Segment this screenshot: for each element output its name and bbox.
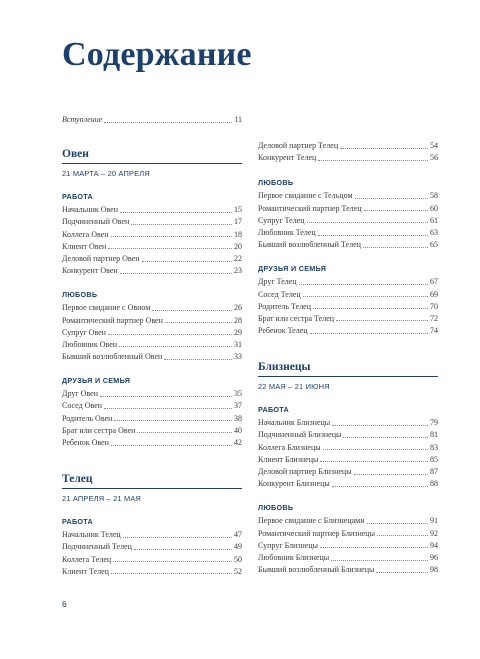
toc-entry-page: 87: [430, 467, 438, 476]
subsection-heading: ДРУЗЬЯ И СЕМЬЯ: [258, 264, 327, 274]
leader-dots: [111, 445, 232, 446]
toc-entry-label: Ребенок Телец: [258, 326, 308, 336]
leader-dots: [137, 432, 232, 433]
toc-entry-page: 50: [234, 554, 242, 564]
toc-entry-page: 72: [430, 313, 438, 323]
toc-entry-label: Коллега Овен: [62, 229, 109, 239]
toc-entry-label: Бывший возлюбленный Овен: [62, 352, 163, 362]
toc-entry-label: Деловой партнер Овен: [62, 253, 140, 263]
toc-entry[interactable]: [62, 253, 242, 265]
subsection-heading: ЛЮБОВЬ: [258, 503, 294, 513]
toc-entry[interactable]: [62, 241, 242, 253]
leader-dots: [131, 224, 232, 225]
toc-entry[interactable]: [258, 203, 438, 215]
toc-entry[interactable]: [62, 315, 242, 327]
toc-entry[interactable]: [258, 215, 438, 227]
toc-entry-page: 18: [234, 229, 242, 239]
toc-entry-page: 61: [430, 215, 438, 225]
toc-entry-label: Клиент Телец: [62, 566, 109, 576]
toc-entry-intro[interactable]: [62, 114, 242, 126]
toc-entry[interactable]: [258, 540, 438, 552]
toc-entry-page: 22: [234, 253, 242, 263]
leader-dots: [104, 408, 232, 409]
toc-entry-label: Первое свидание с Близнецами: [258, 516, 365, 526]
leader-dots: [120, 273, 232, 274]
toc-entry[interactable]: [258, 454, 438, 466]
toc-entry[interactable]: [258, 152, 438, 164]
toc-entry[interactable]: [62, 351, 242, 363]
toc-entry-label: Деловой партнер Телец: [258, 141, 339, 150]
section-title-oven: Овен: [62, 148, 242, 164]
toc-entry-page: 17: [234, 217, 242, 227]
leader-dots: [310, 333, 428, 334]
toc-entry-label: Конкурент Близнецы: [258, 479, 330, 489]
toc-entry-label: Клиент Близнецы: [258, 454, 319, 464]
subsection-heading: РАБОТА: [62, 517, 94, 527]
toc-entry[interactable]: [258, 313, 438, 325]
toc-entry-label: Супруг Овен: [62, 327, 106, 337]
toc-entry-page: 31: [234, 339, 242, 349]
toc-entry-page: 47: [234, 530, 242, 540]
toc-entry-label: Начальник Телец: [62, 530, 121, 540]
toc-entry-page: 70: [430, 301, 438, 311]
toc-entry[interactable]: [258, 528, 438, 540]
leader-dots: [119, 346, 232, 347]
toc-entry[interactable]: [62, 437, 242, 449]
leader-dots: [364, 210, 429, 211]
toc-entry-label: Друг Овен: [62, 389, 98, 399]
toc-entry-page: 35: [234, 389, 242, 399]
toc-entry-page: 15: [234, 205, 242, 215]
toc-entry-label: Подчиненный Телец: [62, 542, 132, 552]
toc-entry[interactable]: [62, 425, 242, 437]
leader-dots: [376, 572, 428, 573]
toc-entry-page: 96: [430, 552, 438, 562]
leader-dots: [134, 549, 232, 550]
toc-entry[interactable]: [62, 554, 242, 566]
toc-entry-label: Вступление: [62, 115, 103, 124]
toc-entry-page: 74: [430, 326, 438, 336]
leader-dots: [111, 573, 232, 574]
toc-entry-label: Брат или сестра Овен: [62, 425, 136, 435]
toc-entry[interactable]: [258, 442, 438, 454]
toc-entry[interactable]: [258, 429, 438, 441]
toc-entry[interactable]: [62, 216, 242, 228]
toc-entry-label: Любовник Телец: [258, 227, 316, 237]
leader-dots: [142, 261, 233, 262]
leader-dots: [152, 310, 232, 311]
toc-entry-label: Романтический партнер Овен: [62, 315, 163, 325]
leader-dots: [332, 486, 428, 487]
toc-entry[interactable]: [62, 327, 242, 339]
toc-entry-label: Супруг Близнецы: [258, 540, 319, 550]
toc-entry[interactable]: [258, 289, 438, 301]
toc-entry-page: 23: [234, 266, 242, 276]
leader-dots: [108, 334, 232, 335]
toc-entry-page: 81: [430, 430, 438, 440]
leader-dots: [165, 322, 232, 323]
toc-entry-label: Первое свидание с Тельцом: [258, 191, 353, 201]
leader-dots: [336, 320, 428, 321]
leader-dots: [164, 359, 232, 360]
toc-entry-page: 56: [430, 153, 438, 163]
toc-entry-page: 29: [234, 327, 242, 337]
leader-dots: [303, 296, 428, 297]
toc-entry[interactable]: [258, 227, 438, 239]
toc-entry-page: 91: [430, 516, 438, 526]
toc-entry-label: Подчиненный Близнецы: [258, 430, 342, 440]
toc-entry-page: 11: [234, 115, 242, 124]
toc-entry-page: 26: [234, 303, 242, 313]
toc-entry-label: Первое свидание с Овном: [62, 303, 151, 313]
toc-entry[interactable]: [62, 302, 242, 314]
leader-dots: [100, 396, 232, 397]
leader-dots: [343, 437, 428, 438]
toc-right-column: [258, 140, 438, 576]
toc-entry-label: Любовник Овен: [62, 339, 118, 349]
subsection-heading: ЛЮБОВЬ: [258, 178, 294, 188]
toc-entry-label: Начальник Овен: [62, 205, 119, 215]
toc-entry[interactable]: [62, 388, 242, 400]
toc-entry[interactable]: [258, 564, 438, 576]
toc-entry-page: 92: [430, 528, 438, 538]
leader-dots: [120, 212, 232, 213]
leader-dots: [299, 284, 428, 285]
toc-entry[interactable]: [62, 204, 242, 216]
toc-entry-label: Друг Телец: [258, 277, 297, 287]
subsection-telec-family: [258, 264, 438, 337]
toc-entry[interactable]: [62, 566, 242, 578]
toc-entry[interactable]: [258, 478, 438, 490]
subsection-heading: ЛЮБОВЬ: [62, 290, 98, 300]
page-number: 6: [62, 599, 67, 609]
subsection-telec-work: [62, 517, 242, 578]
leader-dots: [340, 148, 428, 149]
leader-dots: [104, 122, 232, 123]
toc-entry-page: 98: [430, 565, 438, 575]
toc-entry-page: 58: [430, 191, 438, 201]
toc-entry-label: Сосед Овен: [62, 401, 103, 411]
toc-entry[interactable]: [62, 229, 242, 241]
leader-dots: [355, 198, 428, 199]
toc-entry[interactable]: [62, 339, 242, 351]
toc-entry[interactable]: [258, 325, 438, 337]
toc-entry-label: Конкурент Овен: [62, 266, 118, 276]
toc-entry-page: 33: [234, 352, 242, 362]
subsection-oven-family: [62, 376, 242, 449]
leader-dots: [318, 235, 428, 236]
toc-entry[interactable]: [258, 466, 438, 478]
page-title: Содержание: [62, 36, 252, 73]
subsection-bliznecy-love: [258, 503, 438, 576]
subsection-telec-love: [258, 178, 438, 251]
toc-entry-label: Деловой партнер Близнецы: [258, 467, 352, 476]
toc-entry-label: Начальник Близнецы: [258, 418, 331, 428]
toc-entry-page: 94: [430, 540, 438, 550]
leader-dots: [331, 560, 428, 561]
toc-entry[interactable]: [62, 413, 242, 425]
toc-entry-page: 60: [430, 203, 438, 213]
toc-entry-page: 54: [430, 141, 438, 150]
toc-entry-label: Бывший возлюбленный Телец: [258, 240, 361, 250]
toc-entry-page: 79: [430, 418, 438, 428]
toc-entry[interactable]: [258, 239, 438, 251]
leader-dots: [320, 547, 428, 548]
toc-entry-label: Ребенок Овен: [62, 438, 109, 447]
subsection-oven-love: [62, 290, 242, 363]
toc-entry-label: Супруг Телец: [258, 215, 305, 225]
leader-dots: [113, 561, 232, 562]
leader-dots: [363, 247, 428, 248]
toc-entry[interactable]: [258, 552, 438, 564]
leader-dots: [108, 248, 232, 249]
subsection-heading: РАБОТА: [258, 405, 290, 415]
leader-dots: [313, 308, 428, 309]
toc-entry-page: 65: [430, 240, 438, 250]
leader-dots: [307, 222, 428, 223]
toc-entry-page: 67: [430, 277, 438, 287]
toc-entry-page: 85: [430, 454, 438, 464]
toc-entry-page: 38: [234, 413, 242, 423]
toc-entry[interactable]: [62, 265, 242, 277]
toc-entry-page: 83: [430, 442, 438, 452]
toc-entry-page: 63: [430, 227, 438, 237]
section-title-bliznecy: Близнецы: [258, 361, 438, 377]
toc-entry-label: Любовник Близнецы: [258, 552, 330, 562]
toc-entry-page: 88: [430, 479, 438, 489]
leader-dots: [123, 537, 232, 538]
toc-entry-page: 37: [234, 401, 242, 411]
toc-entry-label: Сосед Телец: [258, 289, 301, 299]
toc-entry-label: Коллега Телец: [62, 554, 112, 564]
leader-dots: [354, 474, 428, 475]
section-dates-oven: 21 МАРТА – 20 АПРЕЛЯ: [62, 169, 150, 179]
toc-entry[interactable]: [258, 276, 438, 288]
leader-dots: [318, 160, 428, 161]
toc-left-column: [62, 114, 242, 578]
toc-entry-label: Романтический партнер Близнецы: [258, 528, 375, 538]
toc-entry[interactable]: [258, 515, 438, 527]
toc-entry-label: Клиент Овен: [62, 241, 107, 251]
toc-entry-label: Брат или сестра Телец: [258, 313, 335, 323]
toc-entry[interactable]: [258, 140, 438, 152]
section-dates-bliznecy: 22 МАЯ – 21 ИЮНЯ: [258, 382, 330, 392]
leader-dots: [114, 420, 232, 421]
leader-dots: [332, 425, 428, 426]
toc-entry-page: 28: [234, 315, 242, 325]
subsection-heading: РАБОТА: [62, 192, 94, 202]
toc-entry-label: Родитель Овен: [62, 413, 113, 423]
toc-entry[interactable]: [258, 301, 438, 313]
toc-entry-label: Коллега Близнецы: [258, 442, 321, 452]
subsection-heading: ДРУЗЬЯ И СЕМЬЯ: [62, 376, 131, 386]
toc-entry[interactable]: [62, 400, 242, 412]
toc-entry-page: 42: [234, 438, 242, 447]
toc-entry-label: Конкурент Телец: [258, 153, 317, 163]
toc-entry-label: Подчиненный Овен: [62, 217, 130, 227]
leader-dots: [111, 236, 232, 237]
section-dates-telec: 21 АПРЕЛЯ – 21 МАЯ: [62, 494, 141, 504]
toc-entry[interactable]: [258, 190, 438, 202]
toc-entry-label: Бывший возлюбленный Близнецы: [258, 565, 375, 575]
toc-entry-page: 49: [234, 542, 242, 552]
toc-entry-label: Родитель Телец: [258, 301, 312, 311]
leader-dots: [367, 523, 428, 524]
leader-dots: [323, 449, 428, 450]
toc-entry-label: Романтический партнер Телец: [258, 203, 362, 213]
toc-entry-page: 52: [234, 566, 242, 576]
toc-entry-page: 40: [234, 425, 242, 435]
toc-entry[interactable]: [258, 417, 438, 429]
subsection-oven-work: [62, 192, 242, 277]
toc-entry-page: 20: [234, 241, 242, 251]
section-title-telec: Телец: [62, 473, 242, 489]
leader-dots: [377, 535, 428, 536]
leader-dots: [320, 461, 428, 462]
toc-entry[interactable]: [62, 529, 242, 541]
subsection-bliznecy-work: [258, 405, 438, 490]
toc-entry-page: 69: [430, 289, 438, 299]
toc-entry[interactable]: [62, 541, 242, 553]
